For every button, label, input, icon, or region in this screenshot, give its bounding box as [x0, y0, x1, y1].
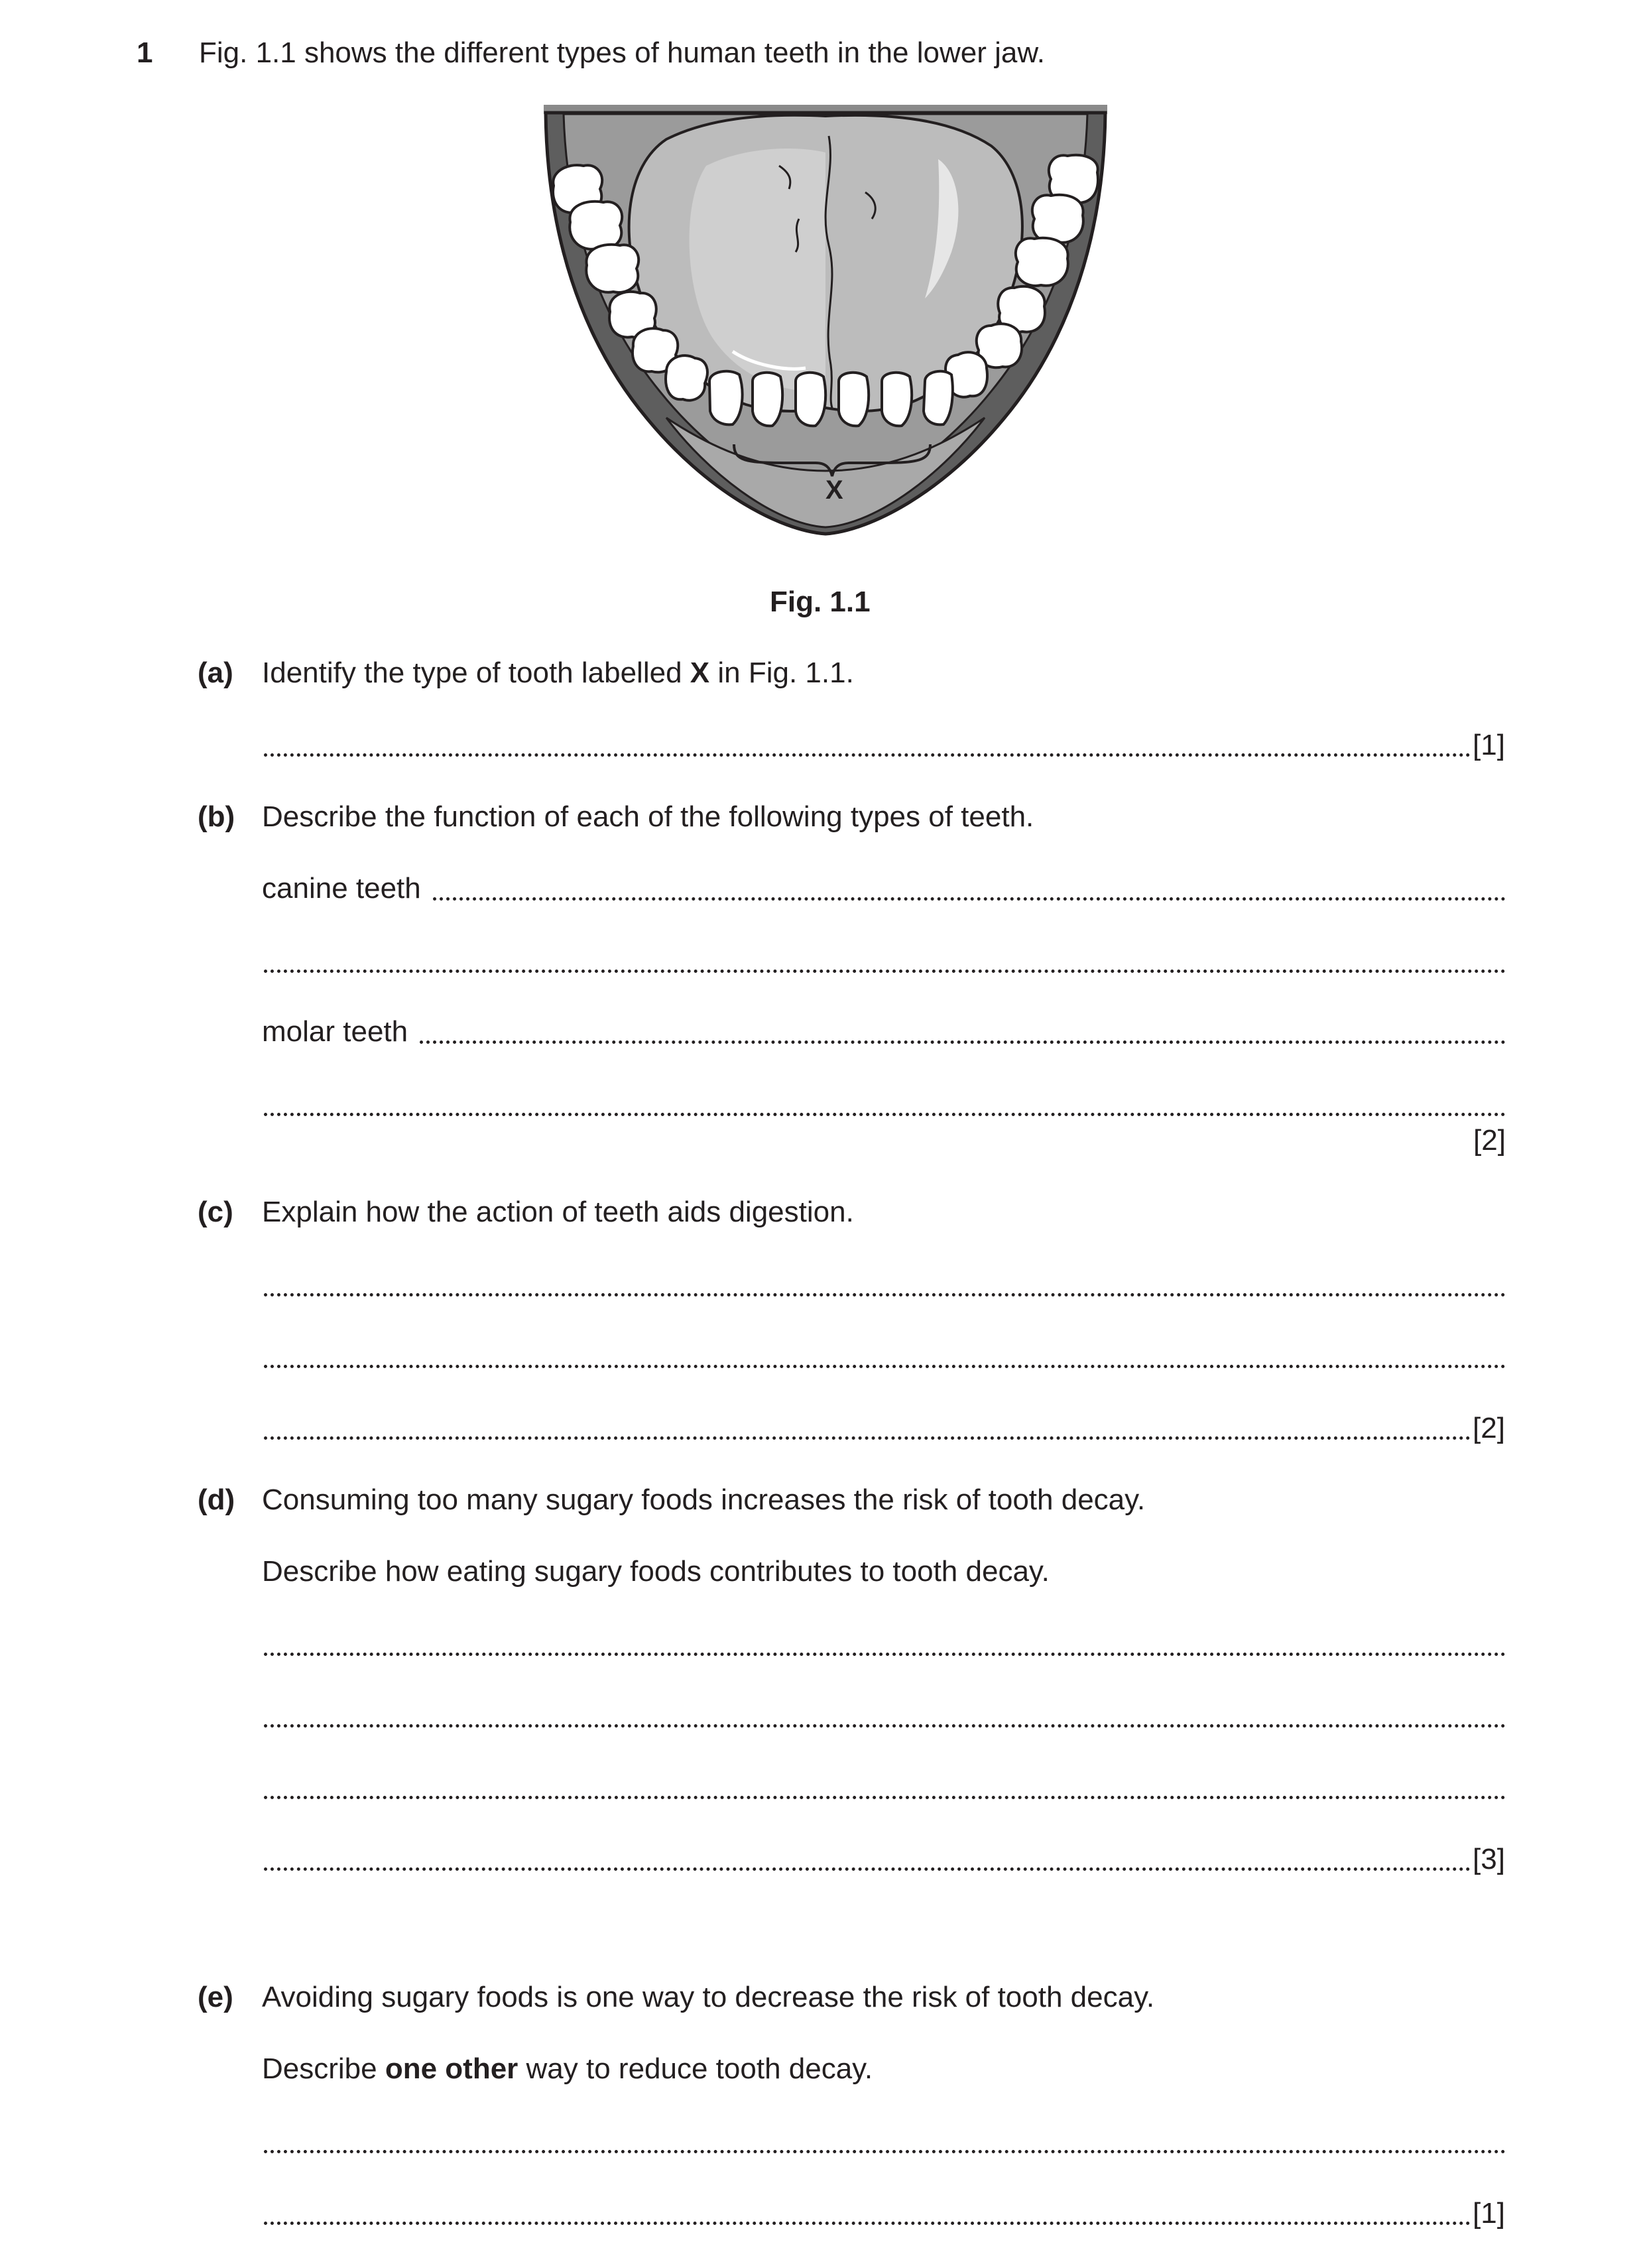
molar-left-2: [570, 202, 622, 249]
molar-right-2: [1032, 195, 1083, 243]
part-e-text-before: Describe: [262, 2052, 385, 2085]
question-number: 1: [137, 36, 153, 69]
answer-line-c-1[interactable]: [264, 1267, 1506, 1296]
incisor-3: [796, 373, 825, 426]
molar-answer-row[interactable]: [262, 1015, 1506, 1049]
part-c-question: Explain how the action of teeth aids digestion.: [262, 1196, 854, 1228]
molar-label: molar teeth: [262, 1015, 408, 1048]
answer-line-b-1[interactable]: [433, 871, 1506, 901]
answer-line-d-4[interactable]: [264, 1841, 1471, 1871]
part-b-label: (b): [198, 800, 235, 833]
figure-caption: Fig. 1.1: [770, 586, 871, 618]
answer-line-e-1[interactable]: [264, 2123, 1506, 2153]
incisor-5: [882, 373, 912, 426]
answer-line-c-3[interactable]: [264, 1410, 1471, 1440]
part-a-text-after: in Fig. 1.1.: [709, 657, 854, 689]
marks-b: [2]: [1473, 1124, 1506, 1157]
answer-line-b-3[interactable]: [420, 1014, 1506, 1044]
answer-line-d-2[interactable]: [264, 1698, 1506, 1728]
answer-line-d-1[interactable]: [264, 1626, 1506, 1656]
answer-line-b-2[interactable]: [264, 943, 1506, 973]
answer-line-a-1[interactable]: [264, 727, 1471, 757]
marks-a: [1]: [1473, 729, 1505, 761]
part-a-question: [262, 656, 854, 690]
answer-line-e-2[interactable]: [264, 2195, 1471, 2225]
part-e-label: (e): [198, 1981, 233, 2013]
label-x: X: [825, 475, 843, 505]
canine-label: canine teeth: [262, 872, 421, 905]
part-e-text-bold: one other: [385, 2052, 518, 2085]
incisor-1: [709, 371, 743, 425]
part-a-label: (a): [198, 657, 233, 689]
incisor-4: [839, 373, 869, 426]
lower-jaw-figure: [534, 99, 1117, 550]
canine-answer-row[interactable]: [262, 871, 1506, 906]
part-d-question: Consuming too many sugary foods increases the risk of tooth decay.: [262, 1483, 1146, 1516]
part-e-text-after: way to reduce tooth decay.: [518, 2052, 873, 2085]
part-e-question: Avoiding sugary foods is one way to decrease the risk of tooth decay.: [262, 1981, 1155, 2013]
incisor-2: [753, 373, 782, 426]
question-stem: Fig. 1.1 shows the different types of human teeth in the lower jaw.: [199, 36, 1045, 69]
part-d-label: (d): [198, 1483, 235, 1516]
incisor-6: [924, 371, 953, 425]
answer-line-c-2[interactable]: [264, 1338, 1506, 1368]
part-a-text-before: Identify the type of tooth labelled: [262, 657, 690, 689]
marks-e: [1]: [1473, 2197, 1505, 2230]
part-e-instruction: [262, 2052, 873, 2086]
canine-left: [666, 355, 707, 401]
marks-c: [2]: [1473, 1412, 1505, 1444]
answer-line-d-3[interactable]: [264, 1769, 1506, 1799]
part-a-text-bold: X: [690, 657, 710, 689]
part-d-instruction: Describe how eating sugary foods contributes to tooth decay.: [262, 1555, 1050, 1588]
marks-d: [3]: [1473, 1843, 1505, 1875]
part-c-label: (c): [198, 1196, 233, 1228]
part-b-question: Describe the function of each of the following types of teeth.: [262, 800, 1034, 833]
molar-right-3: [1016, 238, 1068, 286]
answer-line-b-4[interactable]: [264, 1086, 1506, 1116]
molar-left-3: [586, 245, 639, 292]
